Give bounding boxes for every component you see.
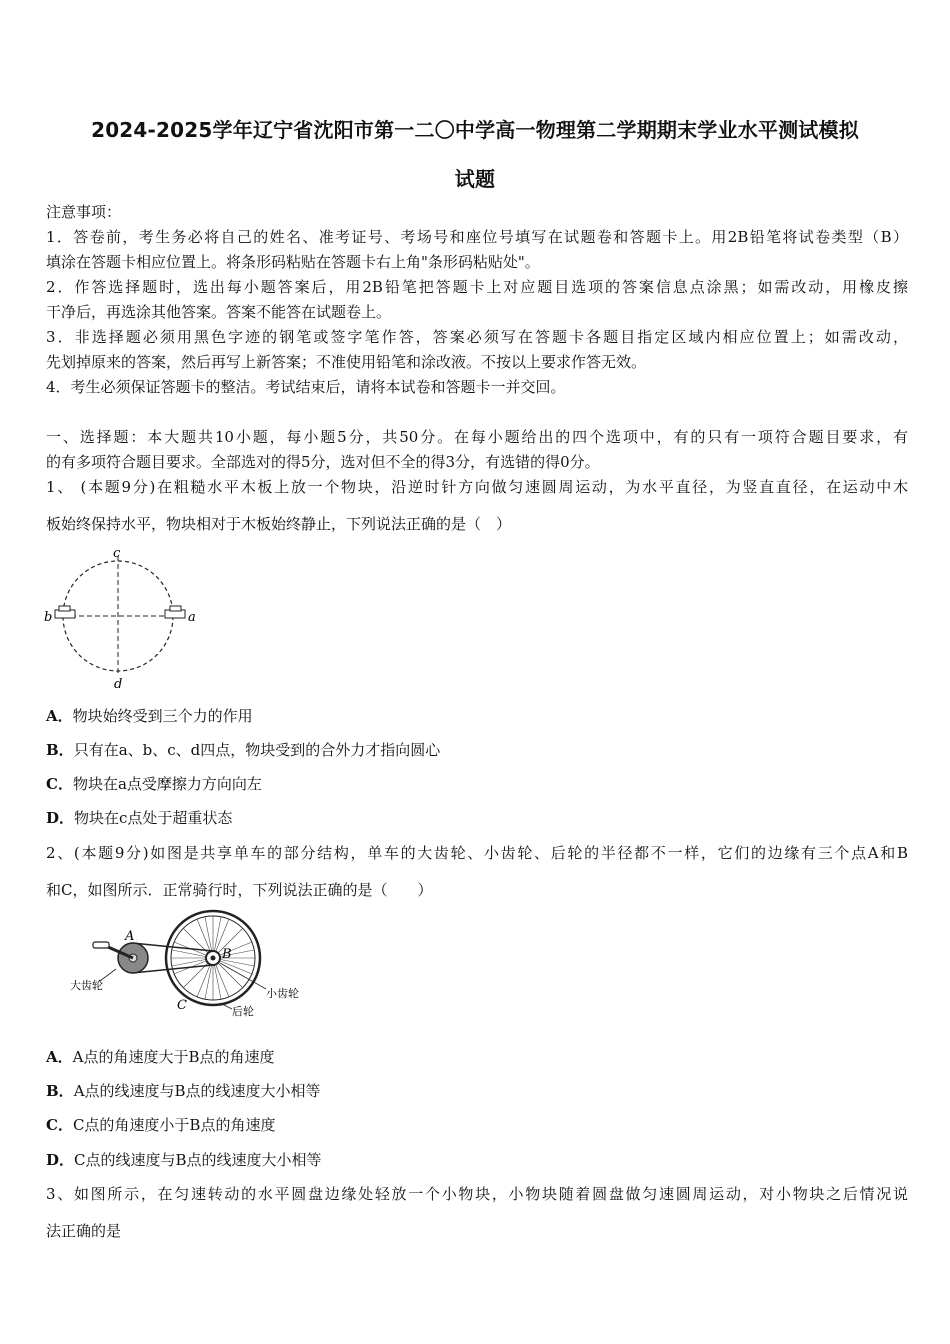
notice-line: 1．答卷前，考生务必将自己的姓名、准考证号、考场号和座位号填写在试题卷和答题卡上。用2B铅笔将试卷类型（B） bbox=[46, 228, 908, 246]
q1-option-c: C．物块在a点受摩擦力方向向左 bbox=[46, 775, 262, 793]
section-intro-line: 一、选择题：本大题共10小题，每小题5分，共50分。在每小题给出的四个选项中，有的只有一项符合题目要求，有 bbox=[46, 428, 908, 446]
section-intro-line: 的有多项符合题目要求。全部选对的得5分，选对但不全的得3分，有选错的得0分。 bbox=[46, 453, 600, 471]
q3-stem-line: 3、如图所示，在匀速转动的水平圆盘边缘处轻放一个小物块，小物块随着圆盘做匀速圆周运动，对小物块之后情况说 bbox=[46, 1185, 908, 1203]
label-A: A bbox=[125, 929, 135, 944]
notice-line: 3．非选择题必须用黑色字迹的钢笔或签字笔作答，答案必须写在答题卡各题目指定区域内相应位置上；如需改动， bbox=[46, 328, 908, 346]
label-d: d bbox=[114, 677, 123, 692]
exam-title-line1: 2024-2025学年辽宁省沈阳市第一二〇中学高一物理第二学期期末学业水平测试模拟 bbox=[91, 118, 859, 142]
q2-option-b: B．A点的线速度与B点的线速度大小相等 bbox=[46, 1082, 321, 1100]
q1-option-b: B．只有在a、b、c、d四点，物块受到的合外力才指向圆心 bbox=[46, 741, 441, 759]
small-gear-hub bbox=[211, 956, 216, 961]
exam-title-line2: 试题 bbox=[454, 167, 496, 191]
label-a: a bbox=[188, 610, 196, 625]
q2-bicycle-figure bbox=[60, 905, 330, 1030]
q2-option-c: C．C点的角速度小于B点的角速度 bbox=[46, 1116, 276, 1134]
q2-option-d: D．C点的线速度与B点的线速度大小相等 bbox=[46, 1151, 322, 1169]
q1-option-a: A．物块始终受到三个力的作用 bbox=[46, 707, 253, 725]
notice-line: 2．作答选择题时，选出每小题答案后，用2B铅笔把答题卡上对应题目选项的答案信息点涂黑；如需改动，用橡皮擦 bbox=[46, 278, 908, 296]
q2-stem-line: 和C，如图所示．正常骑行时，下列说法正确的是（ ） bbox=[46, 881, 433, 899]
q1-circle-figure bbox=[40, 544, 210, 694]
label-big-gear: 大齿轮 bbox=[70, 979, 103, 992]
notice-line: 4．考生必须保证答题卡的整洁。考试结束后，请将本试卷和答题卡一并交回。 bbox=[46, 378, 566, 396]
label-small-gear: 小齿轮 bbox=[266, 987, 299, 1000]
pedal bbox=[93, 942, 109, 948]
label-rear-wheel: 后轮 bbox=[232, 1005, 254, 1018]
q2-stem-line: 2、(本题9分)如图是共享单车的部分结构，单车的大齿轮、小齿轮、后轮的半径都不一样，它们的边缘有三个点A和B bbox=[46, 844, 908, 862]
notice-line: 先划掉原来的答案，然后再写上新答案；不准使用铅笔和涂改液。不按以上要求作答无效。 bbox=[46, 353, 647, 371]
label-B: B bbox=[222, 947, 232, 962]
q3-stem-line: 法正确的是 bbox=[46, 1222, 122, 1240]
notice-line: 干净后，再选涂其他答案。答案不能答在试题卷上。 bbox=[46, 303, 392, 321]
label-C: C bbox=[177, 998, 187, 1013]
notice-heading: 注意事项： bbox=[46, 203, 122, 221]
block-left bbox=[59, 606, 70, 611]
label-c: c bbox=[113, 546, 121, 561]
q2-option-a: A．A点的角速度大于B点的角速度 bbox=[46, 1048, 275, 1066]
label-b: b bbox=[44, 610, 53, 625]
q1-stem-line: 1、 (本题9分)在粗糙水平木板上放一个物块，沿逆时针方向做匀速圆周运动，为水平直径，为竖直直径，在运动中木 bbox=[46, 478, 908, 496]
block-right bbox=[170, 606, 181, 611]
q1-stem-line: 板始终保持水平，物块相对于木板始终静止，下列说法正确的是（ ） bbox=[46, 515, 512, 533]
q1-option-d: D．物块在c点处于超重状态 bbox=[46, 809, 233, 827]
notice-line: 填涂在答题卡相应位置上。将条形码粘贴在答题卡右上角"条形码粘贴处"。 bbox=[46, 253, 540, 271]
